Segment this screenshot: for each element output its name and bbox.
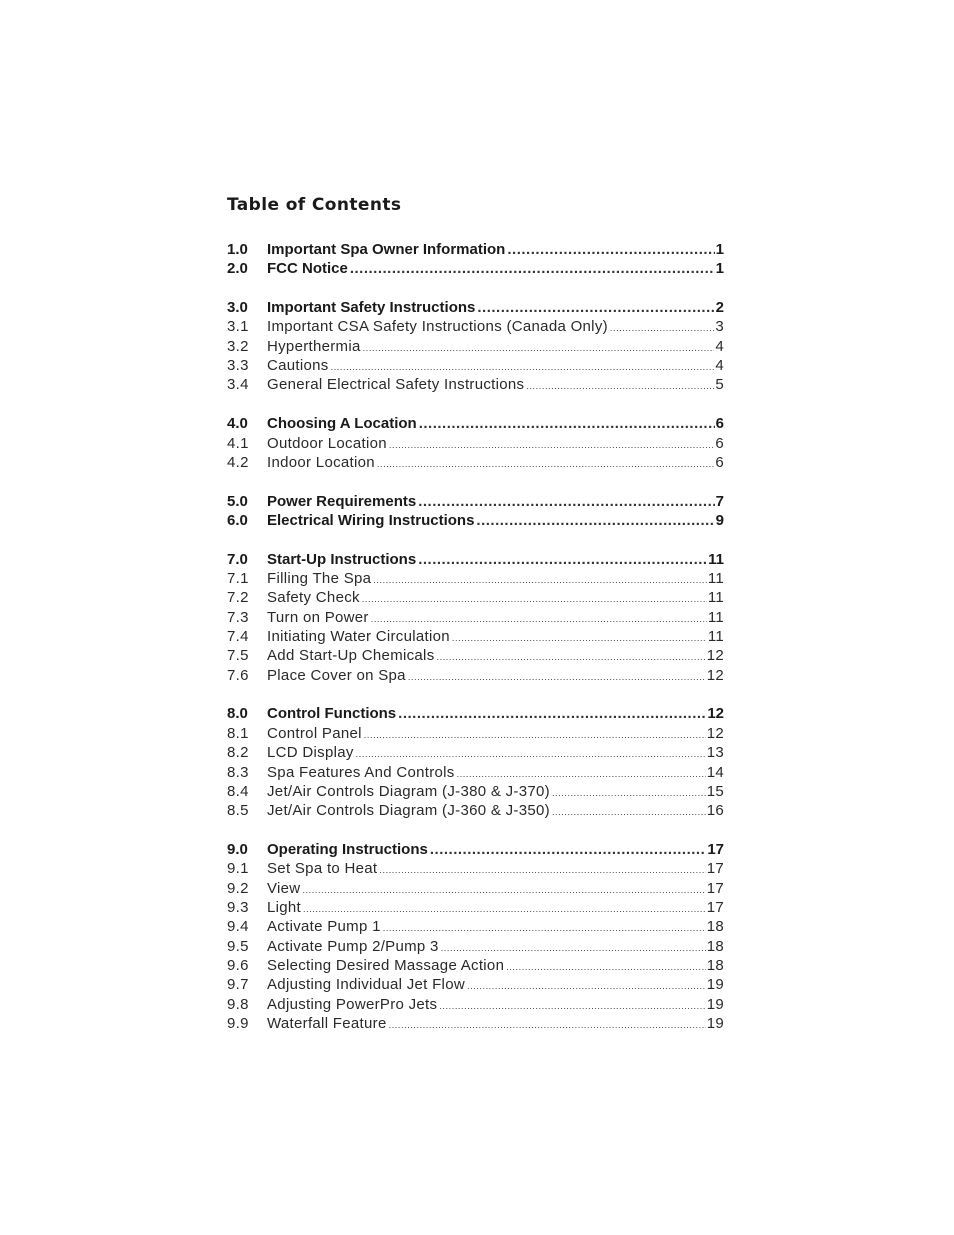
toc-entry-label: Spa Features And Controls <box>267 763 455 781</box>
toc-entry-major[interactable] <box>227 840 724 859</box>
toc-entry-number: 8.3 <box>227 763 249 781</box>
toc-entry-number: 4.0 <box>227 415 248 433</box>
toc-entry-page: 19 <box>706 1015 724 1033</box>
toc-entry-page: 3 <box>715 318 724 336</box>
toc-entry-label: Activate Pump 1 <box>267 918 381 936</box>
toc-entry-page: 11 <box>707 589 724 607</box>
toc-entry-minor[interactable] <box>227 724 724 743</box>
toc-entry-label: Jet/Air Controls Diagram (J-380 & J-370) <box>267 782 550 800</box>
toc-entry-number: 9.5 <box>227 937 249 955</box>
toc-entry-number: 2.0 <box>227 260 248 278</box>
dot-leader <box>507 240 714 259</box>
toc-entry-number: 5.0 <box>227 492 248 510</box>
toc-entry-label: View <box>267 879 301 897</box>
dot-leader <box>418 550 707 569</box>
toc-entry-number: 9.7 <box>227 976 249 994</box>
toc-entry-page: 15 <box>706 782 724 800</box>
dot-leader <box>610 319 714 338</box>
toc-entry-minor[interactable] <box>227 608 724 627</box>
toc-entry-number: 4.2 <box>227 453 249 471</box>
toc-entry-major[interactable] <box>227 492 724 511</box>
toc-entry-label: Important Safety Instructions <box>267 299 476 317</box>
toc-entry-page: 19 <box>706 976 724 994</box>
toc-entry-number: 4.1 <box>227 434 249 452</box>
toc-entry-minor[interactable] <box>227 859 724 878</box>
toc-section <box>227 550 724 685</box>
toc-entry-label: General Electrical Safety Instructions <box>267 376 525 394</box>
toc-entry-number: 8.4 <box>227 782 249 800</box>
toc-section <box>227 414 724 472</box>
toc-entry-label: FCC Notice <box>267 260 348 278</box>
dot-leader <box>467 977 706 996</box>
toc-entry-page: 11 <box>707 608 724 626</box>
toc-entry-label: Jet/Air Controls Diagram (J-360 & J-350) <box>267 802 550 820</box>
toc-entry-label: Control Panel <box>267 724 362 742</box>
toc-entry-minor[interactable] <box>227 317 724 336</box>
toc-entry-number: 3.1 <box>227 318 249 336</box>
dot-leader <box>418 492 714 511</box>
toc-entry-page: 12 <box>706 647 724 665</box>
toc-entry-label: Turn on Power <box>267 608 369 626</box>
dot-leader <box>430 840 706 859</box>
toc-entry-number: 3.3 <box>227 357 249 375</box>
toc-entry-label: Filling The Spa <box>267 570 372 588</box>
toc-entry-label: Activate Pump 2/Pump 3 <box>267 937 439 955</box>
toc-section <box>227 840 724 1033</box>
toc-entry-page: 13 <box>706 744 724 762</box>
toc-entry-number: 9.6 <box>227 957 249 974</box>
toc-entry-page: 2 <box>715 299 724 317</box>
toc-section <box>227 298 724 395</box>
toc-entry-label: Place Cover on Spa <box>267 666 406 684</box>
toc-entry-minor[interactable] <box>227 995 724 1014</box>
toc-entry-major[interactable] <box>227 414 724 433</box>
toc-entry-label: Power Requirements <box>267 492 417 510</box>
toc-entry-page: 9 <box>715 511 724 529</box>
toc-entry-number: 8.0 <box>227 705 248 723</box>
toc-section <box>227 492 724 531</box>
dot-leader <box>377 455 714 474</box>
toc-entry-minor[interactable] <box>227 917 724 936</box>
toc-entry-number: 9.8 <box>227 995 249 1013</box>
toc-entry-label: Light <box>267 898 302 916</box>
toc-entry-minor[interactable] <box>227 627 724 646</box>
toc-entry-number: 3.0 <box>227 299 248 317</box>
toc-entry-label: Important Spa Owner Information <box>267 241 506 258</box>
toc-entry-page: 11 <box>707 628 724 646</box>
toc-entry-page: 6 <box>715 415 724 433</box>
toc-entry-major[interactable] <box>227 511 724 530</box>
toc-entry-label: Operating Instructions <box>267 840 428 858</box>
toc-entry-number: 7.6 <box>227 666 249 684</box>
toc-entry-page: 6 <box>715 453 724 471</box>
toc-entry-page: 7 <box>715 492 724 510</box>
toc-entry-label: Safety Check <box>267 589 360 607</box>
toc-entry-minor[interactable] <box>227 666 724 685</box>
dot-leader <box>350 259 715 278</box>
toc-entry-minor[interactable] <box>227 453 724 472</box>
toc-entry-number: 3.4 <box>227 376 249 394</box>
dot-leader <box>476 511 714 530</box>
toc-entry-major[interactable] <box>227 259 724 278</box>
toc-entry-page: 12 <box>707 705 724 723</box>
toc-entry-number: 3.2 <box>227 337 249 355</box>
toc-entry-label: Cautions <box>267 357 329 375</box>
toc-entry-minor[interactable] <box>227 743 724 762</box>
dot-leader <box>363 339 715 358</box>
toc-entry-label: Selecting Desired Massage Action <box>267 957 505 974</box>
toc-entry-number: 6.0 <box>227 511 248 529</box>
toc-entry-label: Outdoor Location <box>267 434 387 452</box>
dot-leader <box>506 958 705 977</box>
toc-entry-label: Adjusting Individual Jet Flow <box>267 976 465 994</box>
toc-entry-page: 17 <box>706 860 724 878</box>
toc-entry-number: 9.1 <box>227 860 249 878</box>
toc-entry-page: 1 <box>715 241 724 258</box>
toc-entry-number: 8.1 <box>227 724 249 742</box>
toc-entry-label: Indoor Location <box>267 453 375 471</box>
toc-entry-page: 12 <box>706 666 724 684</box>
dot-leader <box>373 571 707 590</box>
dot-leader <box>452 629 707 648</box>
toc-entry-minor[interactable] <box>227 434 724 453</box>
dot-leader <box>389 436 714 455</box>
dot-leader <box>439 997 705 1016</box>
toc-entry-number: 1.0 <box>227 241 248 258</box>
toc-title: Table of Contents <box>227 195 402 215</box>
toc-entry-page: 1 <box>715 260 724 278</box>
toc-entry-label: Control Functions <box>267 705 397 723</box>
toc-entry-minor[interactable] <box>227 375 724 394</box>
toc-section <box>227 240 724 279</box>
toc-entry-minor[interactable] <box>227 356 724 375</box>
toc-entry-minor[interactable] <box>227 646 724 665</box>
toc-entry-page: 11 <box>708 550 724 568</box>
toc-entry-page: 18 <box>706 937 724 955</box>
toc-entry-label: Adjusting PowerPro Jets <box>267 995 438 1013</box>
toc-entry-minor[interactable] <box>227 937 724 956</box>
toc-entry-number: 9.3 <box>227 898 249 916</box>
toc-entry-label: Initiating Water Circulation <box>267 628 450 646</box>
toc-entry-label: Electrical Wiring Instructions <box>267 511 475 529</box>
toc-entry-minor[interactable] <box>227 975 724 994</box>
dot-leader <box>408 668 706 687</box>
toc-entry-label: Important CSA Safety Instructions (Canada Only) <box>267 318 608 336</box>
toc-entry-label: Waterfall Feature <box>267 1015 387 1033</box>
toc-section <box>227 704 724 820</box>
toc-entry-page: 17 <box>706 898 724 916</box>
toc-entry-number: 9.2 <box>227 879 249 897</box>
toc-entry-major[interactable] <box>227 298 724 317</box>
toc-entry-minor[interactable] <box>227 763 724 782</box>
toc-entry-minor[interactable] <box>227 1014 724 1033</box>
toc-entry-page: 14 <box>706 763 724 781</box>
toc-entry-minor[interactable] <box>227 956 724 975</box>
dot-leader <box>419 414 715 433</box>
toc-entry-number: 8.2 <box>227 744 249 762</box>
toc-entry-page: 5 <box>715 376 724 394</box>
dot-leader <box>302 881 705 900</box>
dot-leader <box>362 590 707 609</box>
toc-entry-minor[interactable] <box>227 879 724 898</box>
toc-entry-number: 8.5 <box>227 802 249 820</box>
toc-entry-page: 12 <box>706 724 724 742</box>
toc-entry-label: Start-Up Instructions <box>267 550 417 568</box>
dot-leader <box>552 803 706 822</box>
toc-page <box>227 193 724 1033</box>
dot-leader <box>526 377 714 396</box>
toc-entry-page: 11 <box>707 570 724 588</box>
toc-entry-number: 9.0 <box>227 840 248 858</box>
toc-entry-page: 18 <box>706 918 724 936</box>
toc-entry-page: 6 <box>715 434 724 452</box>
toc-entry-page: 17 <box>706 879 724 897</box>
toc-entry-minor[interactable] <box>227 337 724 356</box>
toc-entry-minor[interactable] <box>227 898 724 917</box>
toc-entry-minor[interactable] <box>227 588 724 607</box>
dot-leader <box>552 784 706 803</box>
toc-entry-page: 4 <box>715 337 724 355</box>
dot-leader <box>364 726 706 745</box>
toc-entry-number: 7.0 <box>227 550 248 568</box>
toc-entry-number: 9.4 <box>227 918 249 936</box>
toc-entry-number: 7.5 <box>227 647 249 665</box>
toc-entry-minor[interactable] <box>227 801 724 820</box>
toc-entry-page: 16 <box>706 802 724 820</box>
toc-entry-label: Choosing A Location <box>267 415 417 433</box>
toc-entry-number: 9.9 <box>227 1015 249 1033</box>
dot-leader <box>389 1016 706 1035</box>
toc-entry-minor[interactable] <box>227 569 724 588</box>
toc-entry-label: Hyperthermia <box>267 337 361 355</box>
toc-entry-major[interactable] <box>227 550 724 569</box>
dot-leader <box>437 648 706 667</box>
dot-leader <box>398 704 706 723</box>
dot-leader <box>379 861 705 880</box>
toc-list <box>227 240 724 1033</box>
toc-entry-number: 7.1 <box>227 570 249 588</box>
toc-entry-number: 7.3 <box>227 608 249 626</box>
toc-entry-page: 4 <box>715 357 724 375</box>
dot-leader <box>477 298 714 317</box>
toc-entry-number: 7.2 <box>227 589 249 607</box>
toc-entry-page: 18 <box>706 957 724 974</box>
toc-entry-page: 19 <box>706 995 724 1013</box>
toc-entry-label: LCD Display <box>267 744 354 762</box>
toc-entry-major[interactable] <box>227 240 724 259</box>
toc-entry-number: 7.4 <box>227 628 249 646</box>
toc-entry-minor[interactable] <box>227 782 724 801</box>
toc-entry-major[interactable] <box>227 704 724 723</box>
toc-entry-label: Add Start-Up Chemicals <box>267 647 435 665</box>
toc-entry-label: Set Spa to Heat <box>267 860 378 878</box>
toc-entry-page: 17 <box>707 840 724 858</box>
